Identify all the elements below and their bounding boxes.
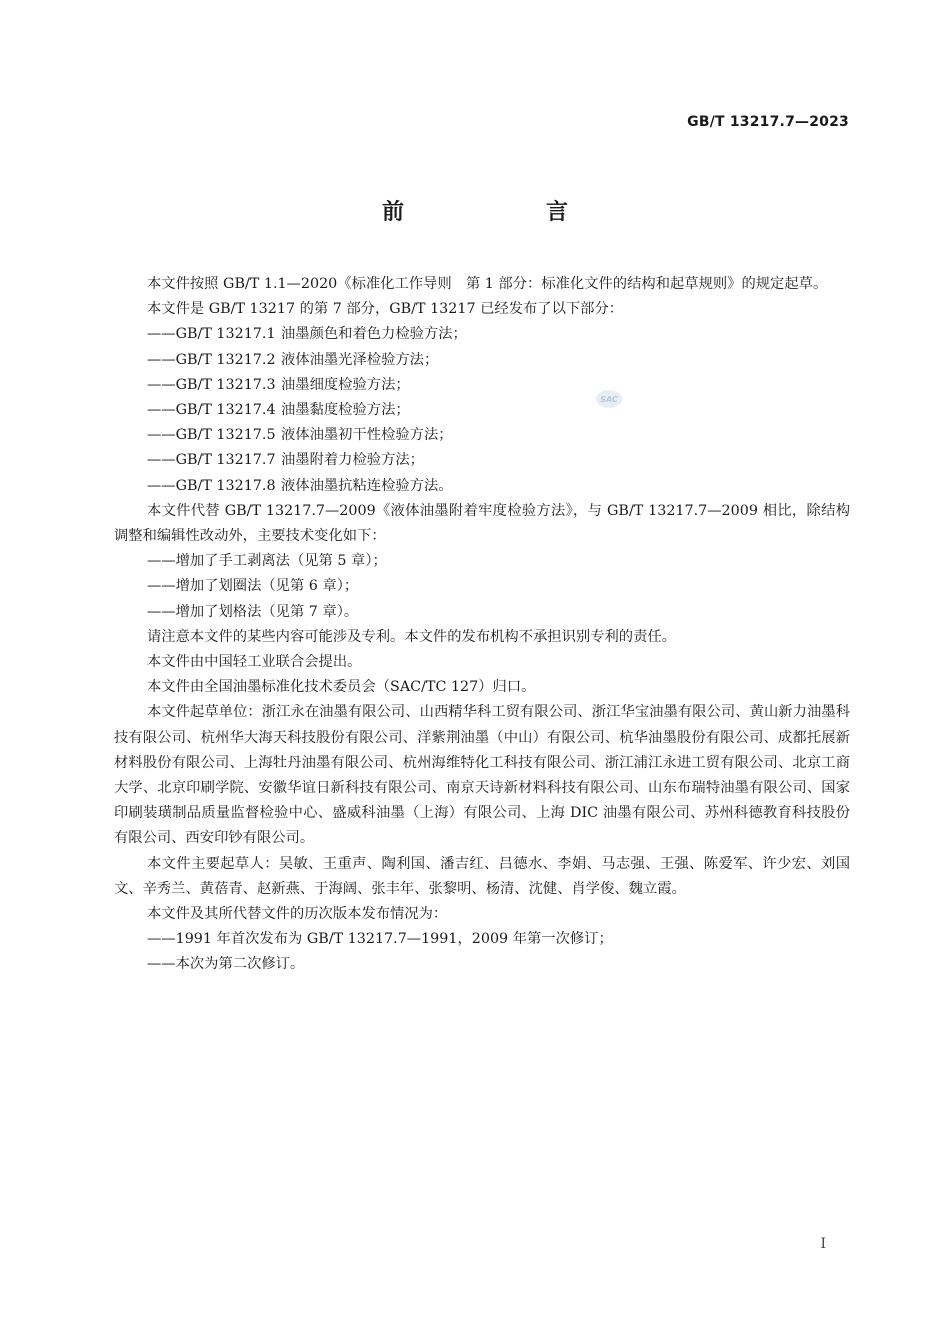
list-item [114, 348, 850, 373]
list-item [114, 448, 850, 473]
sac-watermark-icon: SAC [596, 390, 622, 408]
list-item [114, 423, 850, 448]
paragraph-replacement: 本文件代替 GB/T 13217.7—2009《液体油墨附着牢度检验方法》，与 GB/T 13217.7—2009 相比，除结构调整和编辑性改动外，主要技术变化如下： [114, 502, 850, 545]
part-title: 油墨细度检验方法； [281, 376, 410, 393]
list-item [114, 373, 850, 398]
paragraph-proposer: 本文件由中国轻工业联合会提出。 [147, 654, 362, 671]
list-item [114, 474, 850, 499]
part-code: ——GB/T 13217.7 [147, 452, 276, 469]
page-title: 前 言 [381, 200, 628, 225]
list-item: ——增加了手工剥离法（见第 5 章）； [147, 553, 387, 570]
paragraph-drafting-rules: 本文件按照 GB/T 1.1—2020《标准化工作导则 第 1 部分：标准化文件的结构和起草规则》的规定起草。 [147, 276, 828, 292]
part-code: ——GB/T 13217.8 [147, 477, 276, 494]
part-title: 液体油墨光泽检验方法； [281, 351, 439, 368]
paragraph-part-intro: 本文件是 GB/T 13217 的第 7 部分，GB/T 13217 已经发布了以下部分： [147, 301, 624, 318]
part-title: 油墨黏度检验方法； [281, 402, 410, 419]
list-item: ——本次为第二次修订。 [147, 956, 305, 973]
paragraph-drafters: 本文件主要起草人：吴敏、王重声、陶利国、潘吉红、吕德水、李娟、马志强、王强、陈爱军、许少宏、刘国文、辛秀兰、黄蓓青、赵新燕、于海阔、张丰年、张黎明、杨清、沈健、肖学俊、魏立霞。 [114, 855, 850, 897]
paragraph-patent-notice: 请注意本文件的某些内容可能涉及专利。本文件的发布机构不承担识别专利的责任。 [147, 628, 676, 645]
document-body [114, 272, 850, 978]
list-item: ——增加了划圈法（见第 6 章）； [147, 578, 359, 595]
part-code: ——GB/T 13217.1 [147, 326, 276, 343]
part-title: 油墨附着力检验方法； [281, 452, 424, 469]
part-title: 液体油墨抗粘连检验方法。 [281, 477, 453, 494]
part-title: 油墨颜色和着色力检验方法； [281, 326, 467, 343]
paragraph-drafting-units: 本文件起草单位：浙江永在油墨有限公司、山西精华科工贸有限公司、浙江华宝油墨有限公司、黄山新力油墨科技有限公司、杭州华大海天科技股份有限公司、洋紫荆油墨（中山）有限公司、杭华油墨股份有限公司、成都托展新材料股份有限公司、上海牡丹油墨有限公司、杭州海维特化工科技有限公司、浙江浦江永进工贸有限公司、北京工商大学、北京印刷学院、安徽华谊日新科技有限公司、南京天诗新材料科技有限公司、山东布瑞特油墨有限公司、国家印刷装璜制品质量监督检验中心、盛威科油墨（上海）有限公司、上海 DIC 油墨有限公司、苏州科德教育科技股份有限公司、西安印钞有限公司。 [114, 704, 850, 847]
list-item [114, 322, 850, 347]
part-code: ——GB/T 13217.4 [147, 402, 276, 419]
page-number: I [820, 1236, 826, 1252]
part-code: ——GB/T 13217.3 [147, 376, 276, 393]
paragraph-committee: 本文件由全国油墨标准化技术委员会（SAC/TC 127）归口。 [147, 679, 536, 696]
part-title: 液体油墨初干性检验方法； [281, 427, 453, 444]
part-code: ——GB/T 13217.5 [147, 427, 276, 444]
paragraph-history-intro: 本文件及其所代替文件的历次版本发布情况为： [147, 906, 448, 923]
list-item [114, 398, 850, 423]
list-item: ——1991 年首次发布为 GB/T 13217.7—1991，2009 年第一次修订； [147, 931, 613, 948]
standard-code: GB/T 13217.7—2023 [687, 114, 849, 130]
part-code: ——GB/T 13217.2 [147, 351, 276, 368]
list-item: ——增加了划格法（见第 7 章）。 [147, 603, 359, 620]
